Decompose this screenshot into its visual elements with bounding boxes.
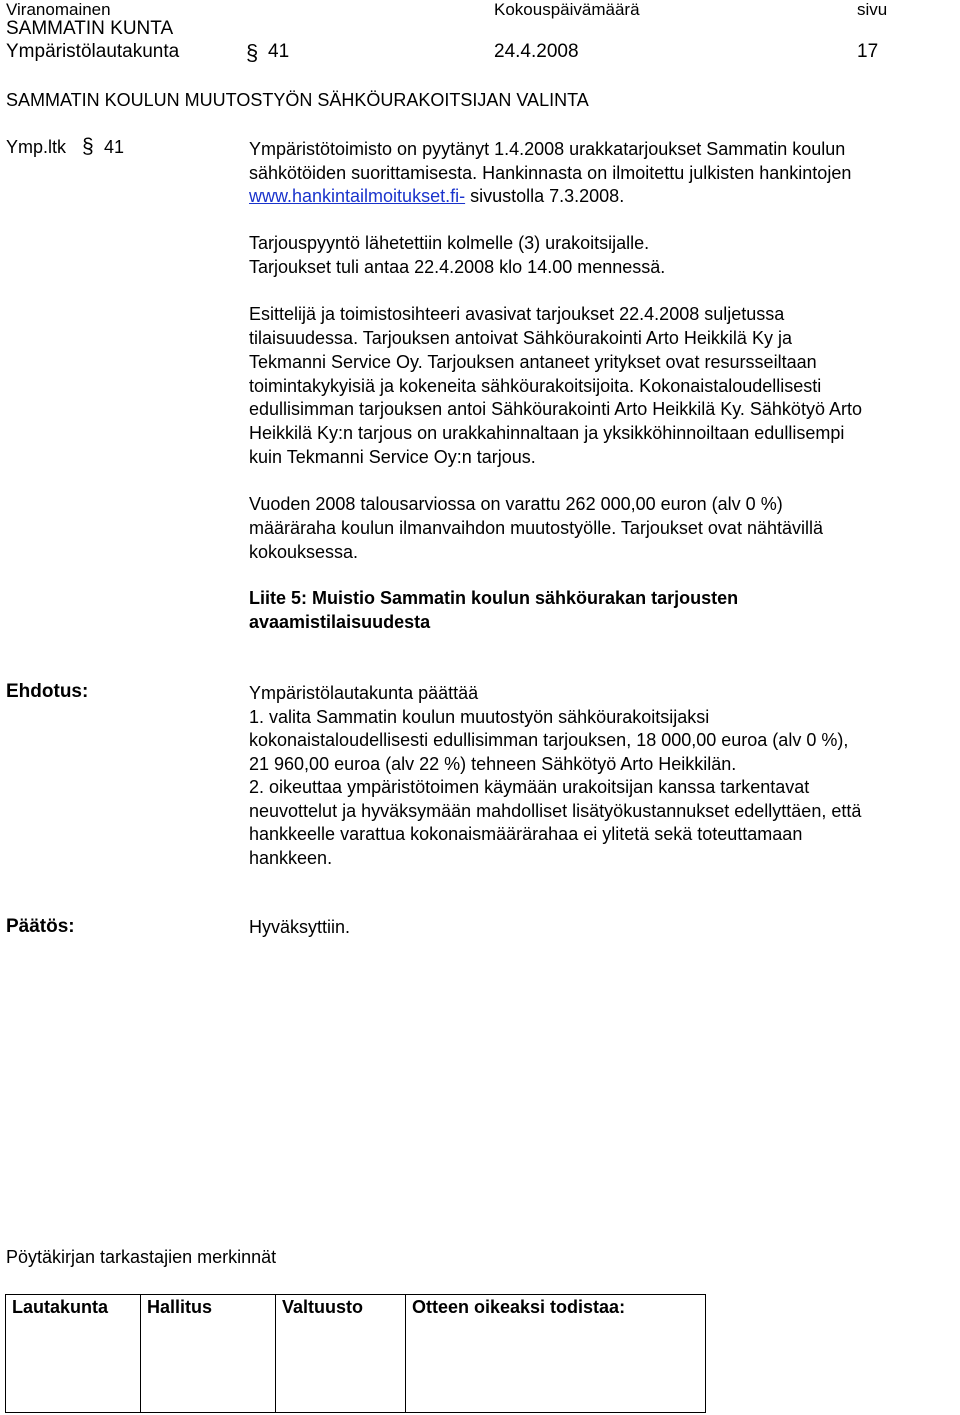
header-date: 24.4.2008 <box>494 41 579 62</box>
ref-number: 41 <box>104 137 125 157</box>
attachment-line-1: Liite 5: Muistio Sammatin koulun sähköurakan tarjousten <box>249 588 739 608</box>
signature-cell-hallitus: Hallitus <box>141 1295 276 1413</box>
header-org: SAMMATIN KUNTA <box>6 18 174 39</box>
paragraph-2-line-1: Tarjouspyyntö lähetettiin kolmelle (3) urakoitsijalle. <box>249 233 650 253</box>
paragraph-1-line-2: sähkötöiden suorittamisesta. Hankinnasta on ilmoitettu julkisten hankintojen <box>249 163 852 183</box>
paragraph-4-line-1: Vuoden 2008 talousarviossa on varattu 262 000,00 euron (alv 0 %) <box>249 494 783 514</box>
proposal-label: Ehdotus: <box>6 681 89 702</box>
attachment-line-2: avaamistilaisuudesta <box>249 612 431 632</box>
hankintailmoitukset-link[interactable]: www.hankintailmoitukset.fi- <box>249 186 466 206</box>
decision-label: Päätös: <box>6 916 75 937</box>
header-body: Ympäristölautakunta <box>6 41 180 62</box>
paragraph-3-line-4: toimintakykyisiä ja kokeneita sähköurakoitsijoita. Kokonaistaloudellisesti <box>249 376 822 396</box>
proposal-line-8: hankkeen. <box>249 848 333 868</box>
document-title: SAMMATIN KOULUN MUUTOSTYÖN SÄHKÖURAKOITSIJAN VALINTA <box>6 90 589 110</box>
signature-table <box>5 1294 706 1413</box>
proposal-line-1: Ympäristölautakunta päättää <box>249 683 479 703</box>
paragraph-3-line-1: Esittelijä ja toimistosihteeri avasivat tarjoukset 22.4.2008 suljetussa <box>249 304 785 324</box>
ref-section-sign: § <box>82 135 94 158</box>
paragraph-4-line-3: kokouksessa. <box>249 542 359 562</box>
proposal-line-7: hankkeelle varattua kokonaismäärärahaa ei ylitetä sekä toteuttamaan <box>249 824 803 844</box>
signature-cell-certification: Otteen oikeaksi todistaa: <box>406 1295 706 1413</box>
ref-label: Ymp.ltk <box>6 137 67 157</box>
header-section: 41 <box>268 41 290 62</box>
header-page: 17 <box>857 41 879 62</box>
header-section-sign: § <box>246 40 259 65</box>
header-label-page: sivu <box>857 0 888 19</box>
header-label-date: Kokouspäivämäärä <box>494 0 640 19</box>
signature-cell-lautakunta: Lautakunta <box>6 1295 141 1413</box>
paragraph-3-line-7: kuin Tekmanni Service Oy:n tarjous. <box>249 447 536 467</box>
paragraph-3-line-6: Heikkilä Ky:n tarjous on urakkahinnaltaan ja yksikköhinnoiltaan edullisempi <box>249 423 845 443</box>
paragraph-1-line-1: Ympäristötoimisto on pyytänyt 1.4.2008 urakkatarjoukset Sammatin koulun <box>249 139 846 159</box>
paragraph-1-line-3 <box>249 185 624 209</box>
paragraph-3-line-3: Tekmanni Service Oy. Tarjouksen antaneet yritykset ovat resursseiltaan <box>249 352 817 372</box>
proposal-line-6: neuvottelut ja hyväksymään mahdolliset lisätyökustannukset edellyttäen, että <box>249 801 862 821</box>
paragraph-4-line-2: määräraha koulun ilmanvaihdon muutostyölle. Tarjoukset ovat nähtävillä <box>249 518 823 538</box>
decision-value: Hyväksyttiin. <box>249 917 351 937</box>
paragraph-1-line-3-rest: sivustolla 7.3.2008. <box>465 186 625 206</box>
proposal-line-2: 1. valita Sammatin koulun muutostyön sähköurakoitsijaksi <box>249 707 710 727</box>
paragraph-3-line-5: edullisimman tarjouksen antoi Sähköurakointi Arto Heikkilä Ky. Sähkötyö Arto <box>249 399 862 419</box>
proposal-line-5: 2. oikeuttaa ympäristötoimen käymään urakoitsijan kanssa tarkentavat <box>249 777 810 797</box>
paragraph-3-line-2: tilaisuudessa. Tarjouksen antoivat Sähköurakointi Arto Heikkilä Ky ja <box>249 328 792 348</box>
proposal-line-3: kokonaistaloudellisesti edullisimman tarjouksen, 18 000,00 euroa (alv 0 %), <box>249 730 849 750</box>
footer-caption: Pöytäkirjan tarkastajien merkinnät <box>6 1247 277 1267</box>
paragraph-2-line-2: Tarjoukset tuli antaa 22.4.2008 klo 14.00 mennessä. <box>249 257 666 277</box>
header-label-authority: Viranomainen <box>6 0 111 19</box>
signature-cell-valtuusto: Valtuusto <box>276 1295 406 1413</box>
proposal-line-4: 21 960,00 euroa (alv 22 %) tehneen Sähkötyö Arto Heikkilän. <box>249 754 737 774</box>
